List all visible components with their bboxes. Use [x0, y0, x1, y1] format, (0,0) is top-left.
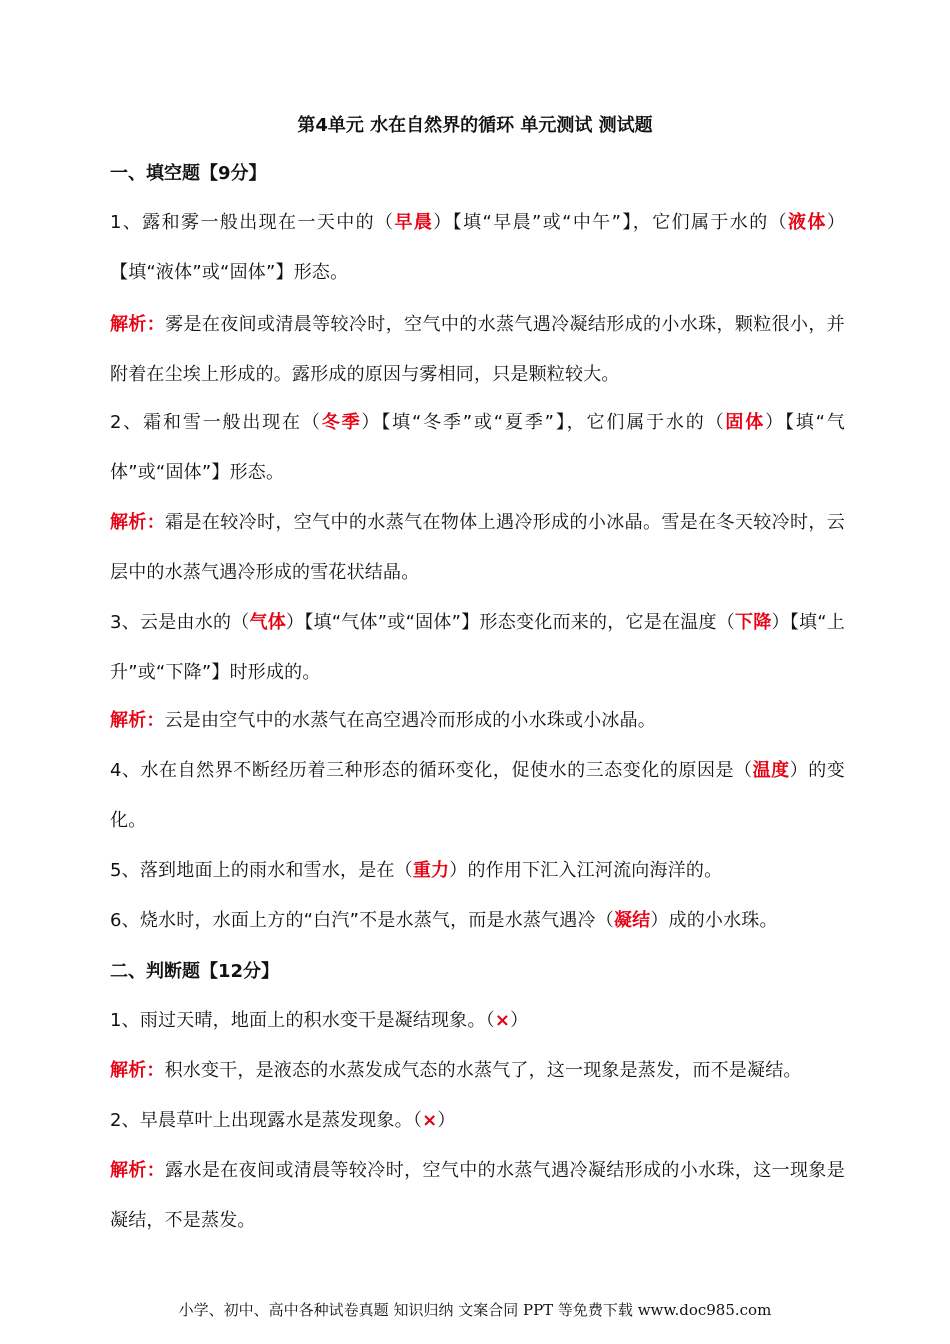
explanation-label: 解析： — [110, 1160, 166, 1181]
explanation-text: 云是由空气中的水蒸气在高空遇冷而形成的小水珠或小冰晶。 — [164, 710, 657, 731]
judgment-2 — [110, 1096, 845, 1146]
section-fill-blank-heading: 一、填空题【9分】 — [110, 163, 267, 184]
question-text: 4、水在自然界不断经历着三种形态的循环变化，促使水的三态变化的原因是（ — [110, 760, 753, 781]
question-3 — [110, 598, 845, 698]
explanation-1 — [110, 300, 845, 400]
question-text: ）的作用下汇入江河流向海洋的。 — [449, 860, 723, 881]
question-5 — [110, 846, 845, 896]
answer-text: 冬季 — [321, 412, 362, 433]
question-text: ）【填“冬季”或“夏季”】，它们属于水的（ — [361, 412, 726, 433]
question-text: 2、霜和雪一般出现在（ — [110, 412, 322, 433]
explanation-label: 解析： — [110, 710, 165, 731]
question-text: ）【填“气体”或“固体”】形态变化而来的，它是在温度（ — [285, 612, 735, 633]
question-text: ）【填“气体”或“固体”】形态。 — [110, 412, 846, 483]
answer-text: 下降 — [734, 612, 772, 633]
answer-text: 重力 — [412, 860, 450, 881]
answer-text: 早晨 — [394, 212, 434, 233]
cross-mark-icon: × — [422, 1110, 438, 1131]
explanation-label: 解析： — [110, 1060, 165, 1081]
explanation-text: 积水变干，是液态的水蒸发成气态的水蒸气了，这一现象是蒸发，而不是凝结。 — [164, 1060, 802, 1081]
question-text: ）【填“早晨”或“中午”】，它们属于水的（ — [433, 212, 788, 233]
question-6 — [110, 896, 845, 946]
judgment-explanation-2 — [110, 1146, 845, 1246]
question-text: ） — [510, 1010, 529, 1031]
judgment-explanation-1 — [110, 1046, 845, 1096]
answer-text: 气体 — [249, 612, 286, 633]
answer-text: 液体 — [788, 212, 827, 233]
answer-text: 凝结 — [613, 910, 651, 931]
question-text: ）的变化。 — [110, 760, 845, 831]
page-footer: 小学、初中、高中各种试卷真题 知识归纳 文案合同 PPT 等免费下载 www.doc985.com — [178, 1301, 772, 1319]
explanation-label: 解析： — [110, 314, 166, 335]
question-text: ） — [437, 1110, 456, 1131]
question-text: ）成的小水珠。 — [650, 910, 778, 931]
question-4 — [110, 746, 845, 846]
explanation-2 — [110, 498, 845, 598]
question-text: 1、露和雾一般出现在一天中的（ — [110, 212, 395, 233]
question-text: 1、雨过天晴，地面上的积水变干是凝结现象。（ — [110, 1010, 495, 1031]
question-text: ）【填“液体”或“固体”】形态。 — [110, 212, 846, 283]
question-text: 3、云是由水的（ — [110, 612, 250, 633]
explanation-text: 霜是在较冷时，空气中的水蒸气在物体上遇冷形成的小冰晶。雪是在冬天较冷时，云层中的水蒸气遇冷形成的雪花状结晶。 — [110, 512, 845, 583]
question-text: 6、烧水时，水面上方的“白汽”不是水蒸气，而是水蒸气遇冷（ — [110, 910, 614, 931]
answer-text: 温度 — [752, 760, 790, 781]
explanation-text: 雾是在夜间或清晨等较冷时，空气中的水蒸气遇冷凝结形成的小水珠，颗粒很小，并附着在尘埃上形成的。露形成的原因与雾相同，只是颗粒较大。 — [110, 314, 845, 385]
question-text: 2、早晨草叶上出现露水是蒸发现象。（ — [110, 1110, 423, 1131]
question-text: ）【填“上升”或“下降”】时形成的。 — [110, 612, 845, 683]
section-judgment-heading: 二、判断题【12分】 — [110, 961, 280, 982]
question-text: 5、落到地面上的雨水和雪水，是在（ — [110, 860, 413, 881]
page-title: 第4单元 水在自然界的循环 单元测试 测试题 — [297, 115, 653, 136]
cross-mark-icon: × — [494, 1010, 511, 1031]
question-1 — [110, 198, 845, 298]
question-2 — [110, 398, 845, 498]
explanation-3 — [110, 696, 845, 746]
answer-text: 固体 — [725, 412, 766, 433]
judgment-1 — [110, 996, 845, 1046]
explanation-label: 解析： — [110, 512, 166, 533]
explanation-text: 露水是在夜间或清晨等较冷时，空气中的水蒸气遇冷凝结形成的小水珠，这一现象是凝结，不是蒸发。 — [110, 1160, 845, 1231]
